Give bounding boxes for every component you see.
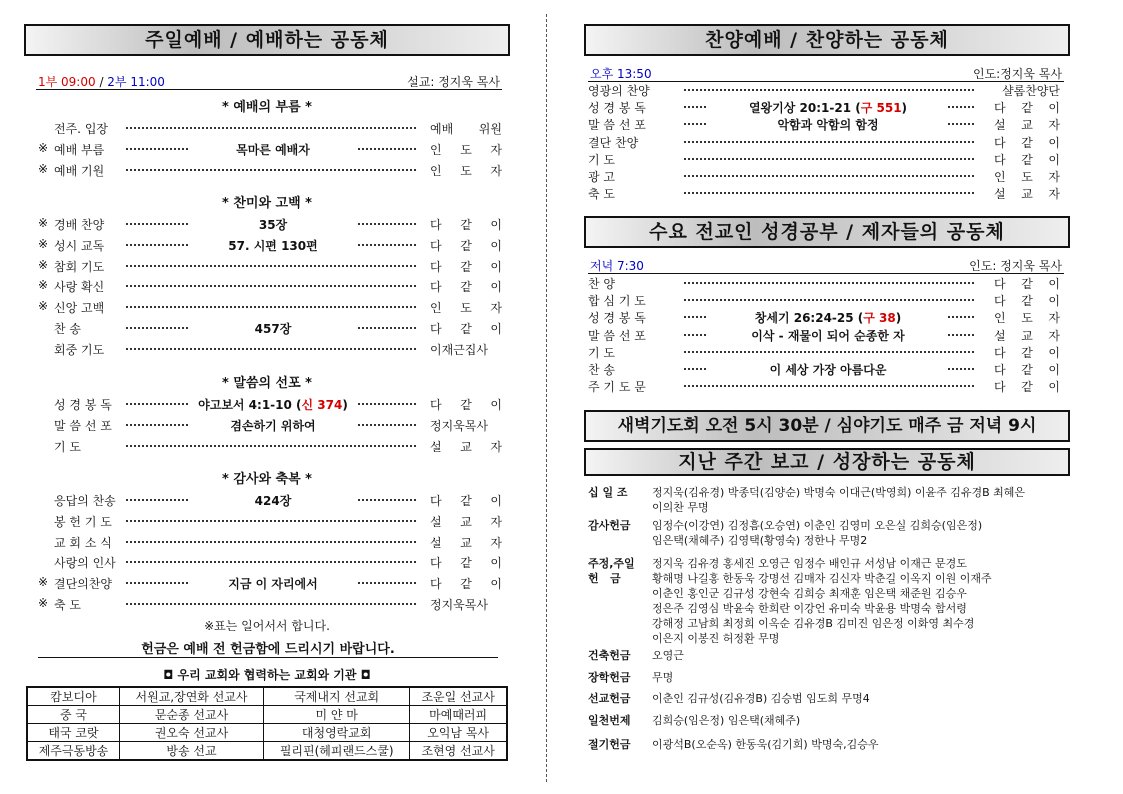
order-content: 457장 [188, 320, 358, 337]
donor-names [652, 648, 1064, 663]
table-row [27, 687, 507, 706]
offering-type: 일천번제 [588, 714, 631, 727]
order-label: 회중 기도 [54, 342, 105, 357]
hymn-page: 구 551 [860, 101, 902, 116]
order-row [38, 140, 502, 160]
table-row [27, 706, 507, 724]
order-leader: 샬롬찬양단 [1002, 84, 1060, 98]
offering-note: 헌금은 예배 전 헌금함에 드리시기 바랍니다. [38, 638, 498, 658]
order-content: 424장 [188, 492, 358, 509]
order-leader: 다 같 이 [994, 277, 1060, 291]
leader-dots [126, 561, 416, 563]
order-content: 창세기 26:24-25 (구 38) [708, 309, 948, 326]
second-service-time: 2부 11:00 [107, 75, 165, 89]
leader-dots [126, 348, 416, 350]
order-row [38, 236, 502, 256]
order-label: 사랑의 인사 [54, 556, 116, 571]
order-row [38, 161, 502, 181]
order-row [588, 309, 1062, 326]
order-label: 기 도 [588, 152, 615, 167]
weekly-report-banner: 지난 주간 보고 / 성장하는 공동체 [584, 448, 1070, 476]
leader-dots [126, 127, 416, 129]
table-cell: 미 얀 마 [264, 706, 410, 724]
leader-dots [684, 299, 974, 301]
table-row [27, 724, 507, 742]
order-row [38, 513, 502, 532]
order-leader: 정지욱목사 [430, 596, 502, 613]
leader-dots [126, 445, 416, 447]
wednesday-study-banner: 수요 전교인 성경공부 / 제자들의 공동체 [584, 216, 1070, 248]
donor-line: 정지욱 김유경 홍세진 오영근 임정수 배인규 서성남 이재근 문경도 [652, 557, 967, 570]
order-leader: 다 같 이 [430, 218, 502, 232]
order-leader: 다 같 이 [430, 494, 502, 508]
donor-line: 이춘인 김규성(김유경B) 김승범 임도희 무명4 [652, 692, 870, 705]
donor-line: 이광석B(오순옥) 한동욱(김기희) 박명숙,김승우 [652, 738, 879, 751]
wednesday-subhead [588, 256, 1064, 274]
table-cell: 국제내지 선교회 [264, 687, 410, 706]
donor-line: 강해정 고남희 최정희 이옥순 김유경B 김미진 임은정 이화영 최수경 [652, 617, 975, 630]
leader-dots [684, 351, 974, 353]
leader-dots [684, 141, 974, 143]
order-row [588, 378, 1062, 395]
donor-line: 이춘인 홍인군 김규성 강현숙 김희승 최재훈 임은택 채준원 김승우 [652, 587, 967, 600]
order-label: 찬 송 [54, 322, 81, 336]
leader-dots [126, 306, 416, 308]
donor-line: 오영근 [652, 649, 684, 662]
donor-line: 황해명 나길홍 한동욱 강명선 김매자 김신자 박춘길 이옥지 이원 이재주 [652, 572, 992, 585]
order-leader: 다 같 이 [430, 398, 502, 412]
page-divider [546, 14, 547, 782]
order-content: 악함과 악함의 함정 [708, 116, 948, 133]
donor-names [652, 737, 1064, 752]
order-leader: 다 같 이 [430, 259, 502, 274]
leader-dots [684, 158, 974, 160]
standing-mark: ※ [38, 257, 49, 272]
table-cell: 대청영락교회 [264, 724, 410, 742]
order-row [38, 554, 502, 573]
leader-dots [126, 520, 416, 522]
section-title: * 감사와 축복 * [222, 472, 312, 487]
leader-dots [126, 285, 416, 287]
standing-mark: ※ [38, 161, 49, 176]
order-leader: 다 같 이 [430, 322, 502, 336]
order-row [38, 575, 502, 594]
order-row [588, 151, 1062, 168]
section-title: * 예배의 부름 * [222, 100, 312, 115]
order-label: 결단의찬양 [54, 577, 112, 592]
order-row [38, 120, 502, 139]
standing-mark: ※ [38, 236, 49, 251]
leader-dots [126, 265, 416, 267]
order-label: 응답의 찬송 [54, 494, 116, 508]
order-leader: 다 같 이 [994, 363, 1060, 377]
donor-names [652, 670, 1064, 685]
order-leader: 다 같 이 [430, 556, 502, 571]
order-label: 기 도 [588, 345, 615, 360]
section-title: * 찬미와 고백 * [222, 196, 312, 211]
first-service-time: 1부 09:00 [38, 75, 96, 89]
offering-type: 절기헌금 [588, 738, 631, 751]
order-label: 봉 헌 기 도 [54, 514, 112, 529]
donor-line: 김희승(임은정) 임은택(채혜주) [652, 714, 801, 727]
order-label: 성 경 봉 독 [54, 398, 112, 412]
order-content: 목마른 예배자 [188, 141, 358, 158]
donor-line: 이은지 이봉진 허정환 무명 [652, 632, 780, 645]
order-row [38, 341, 488, 360]
order-row [588, 116, 1062, 133]
order-row [588, 361, 1062, 378]
order-leader: 인 도 자 [994, 170, 1060, 184]
table-cell: 조운일 선교사 [410, 687, 507, 706]
order-row [588, 275, 1062, 292]
order-leader: 설 교 자 [430, 535, 502, 550]
order-row [38, 396, 502, 415]
praise-worship-banner: 찬양예배 / 찬양하는 공동체 [584, 24, 1070, 56]
leader-dots [126, 541, 416, 543]
table-cell: 조현영 선교사 [410, 742, 507, 761]
order-label: 성시 교독 [54, 238, 105, 253]
order-row [38, 320, 502, 339]
table-cell: 중 국 [27, 706, 119, 724]
donor-names [652, 556, 1064, 646]
table-cell: 캄보디아 [27, 687, 119, 706]
table-cell: 문순종 선교사 [119, 706, 263, 724]
order-label: 축 도 [588, 187, 615, 202]
order-label: 주 기 도 문 [588, 380, 646, 395]
offering-type: 선교헌금 [588, 692, 631, 705]
order-leader: 다 같 이 [994, 294, 1060, 309]
praise-time: 오후 13:50 [590, 67, 652, 81]
order-label: 찬 양 [588, 277, 615, 291]
order-label: 축 도 [54, 598, 81, 612]
service-times: 1부 09:00 / 2부 11:00 설교: 정지욱 목사 [36, 72, 502, 90]
donor-line: 임은택(채혜주) 김영택(황영숙) 정한나 무명2 [652, 534, 868, 547]
order-leader: 이재근집사 [430, 341, 502, 358]
order-content: 이삭 - 재물이 되어 순종한 자 [708, 327, 948, 344]
hymn-page: 구 38 [863, 311, 896, 326]
offering-type: 감사헌금 [588, 519, 631, 532]
order-label: 말 씀 선 포 [588, 118, 646, 133]
order-row [588, 134, 1062, 151]
standing-mark: ※ [38, 216, 49, 230]
order-row [588, 185, 1062, 202]
leader-dots [684, 192, 974, 194]
preacher: 설교: 정지욱 목사 [407, 75, 500, 89]
order-leader: 인 도 자 [994, 311, 1060, 326]
leader-dots [126, 169, 416, 171]
offering-type: 장학헌금 [588, 671, 631, 684]
section-title: * 말씀의 선포 * [222, 376, 312, 391]
order-leader: 다 같 이 [430, 280, 502, 295]
offering-type: 주정,주일 헌 금 [588, 557, 635, 585]
order-row [588, 344, 1062, 361]
order-leader: 인 도 자 [430, 163, 502, 178]
table-cell: 오익남 목사 [410, 724, 507, 742]
order-row [38, 278, 502, 297]
order-row [588, 292, 1062, 309]
order-label: 성 경 봉 독 [588, 101, 646, 116]
donor-line: 이의찬 무명 [652, 501, 709, 514]
order-label: 예배 기원 [54, 163, 105, 178]
table-cell: 필리핀(헤피랜드스쿨) [264, 742, 410, 761]
donor-line: 정은주 김영심 박윤숙 한희란 이강언 유미숙 박윤용 박명숙 함서령 [652, 602, 967, 615]
order-label: 기 도 [54, 439, 81, 454]
order-leader: 설 교 자 [994, 187, 1060, 202]
wednesday-leader: 인도: 정지욱 목사 [969, 259, 1062, 273]
order-row [38, 596, 488, 615]
order-row [588, 99, 1062, 116]
order-leader: 설 교 자 [994, 118, 1060, 133]
order-label: 합 심 기 도 [588, 294, 646, 309]
order-content: 35장 [188, 216, 358, 233]
leader-dots [684, 385, 974, 387]
standing-mark: ※ [38, 299, 49, 314]
donor-names [652, 713, 1064, 728]
order-leader: 다 같 이 [994, 345, 1060, 360]
order-leader: 다 같 이 [994, 380, 1060, 395]
order-row [38, 216, 502, 235]
donor-line: 정지욱(김유경) 박종덕(김양순) 박명숙 이대근(박영희) 이윤주 김유경B 최혜은 [652, 486, 1026, 499]
order-label: 사랑 확신 [54, 280, 105, 295]
standing-mark: ※ [38, 140, 49, 155]
table-cell: 제주극동방송 [27, 742, 119, 761]
donor-names [652, 691, 1064, 706]
order-leader: 다 같 이 [430, 577, 502, 592]
order-label: 성 경 봉 독 [588, 311, 646, 326]
offering-type: 건축헌금 [588, 649, 631, 662]
offering-type: 십 일 조 [588, 486, 628, 499]
partners-title: ◘ 우리 교회와 협력하는 교회와 기관 ◘ [163, 668, 371, 682]
table-cell: 권오숙 선교사 [119, 724, 263, 742]
hymn-page: 신 374 [301, 398, 343, 412]
order-row [38, 492, 502, 511]
order-label: 광 고 [588, 170, 615, 184]
donor-names [652, 518, 1064, 548]
partner-churches-table [26, 686, 508, 761]
order-leader: 다 같 이 [430, 238, 502, 253]
order-leader: 다 같 이 [994, 152, 1060, 167]
table-cell: 서원교,장연화 선교사 [119, 687, 263, 706]
leader-dots [684, 282, 974, 284]
donor-line: 임정수(이강연) 김정흠(오승연) 이춘인 김영미 오은실 김희승(임은정) [652, 519, 983, 532]
order-content: 이 세상 가장 아름다운 [708, 361, 948, 378]
order-label: 참회 기도 [54, 259, 105, 274]
order-label: 신앙 고백 [54, 301, 105, 316]
dawn-prayer-banner: 새벽기도회 오전 5시 30분 / 심야기도 매주 금 저녁 9시 [584, 410, 1070, 442]
donor-line: 무명 [652, 671, 674, 684]
donor-names [652, 485, 1064, 515]
order-label: 교 회 소 식 [54, 535, 112, 550]
order-content: 야고보서 4:1-10 (신 374) [188, 396, 358, 413]
order-content: 57. 시편 130편 [188, 237, 358, 254]
order-row [38, 257, 502, 277]
order-leader: 설 교 자 [994, 328, 1060, 343]
order-label: 예배 부름 [54, 142, 105, 157]
order-label: 찬 송 [588, 363, 615, 377]
order-leader: 예배 위원 [430, 122, 502, 136]
order-label: 결단 찬양 [588, 135, 639, 150]
order-content: 겸손하기 위하여 [188, 417, 358, 434]
standing-note: ※표는 일어서서 합니다. [204, 619, 330, 633]
order-leader: 다 같 이 [994, 101, 1060, 116]
table-row [27, 742, 507, 761]
table-cell: 태국 코랏 [27, 724, 119, 742]
order-leader: 인 도 자 [430, 301, 502, 316]
order-content: 지금 이 자리에서 [188, 575, 358, 592]
order-label: 말 씀 선 포 [588, 328, 646, 343]
order-row [588, 327, 1062, 344]
order-leader: 설 교 자 [430, 514, 502, 529]
standing-mark: ※ [38, 278, 49, 293]
order-row [588, 168, 1062, 185]
order-row [38, 299, 502, 318]
praise-leader: 인도:정지욱 목사 [972, 67, 1062, 81]
order-row [38, 534, 502, 553]
order-row [38, 417, 488, 436]
leader-dots [684, 175, 974, 177]
sunday-worship-banner: 주일예배 / 예배하는 공동체 [24, 24, 510, 56]
standing-mark: ※ [38, 596, 49, 610]
praise-subhead [588, 64, 1064, 82]
order-row [38, 438, 502, 457]
order-label: 말 씀 선 포 [54, 418, 112, 433]
order-label: 영광의 찬양 [588, 84, 650, 98]
order-label: 경배 찬양 [54, 218, 105, 232]
wednesday-time: 저녁 7:30 [590, 259, 644, 273]
table-cell: 마예때러피 [410, 706, 507, 724]
leader-dots [126, 603, 416, 605]
leader-dots [684, 89, 974, 91]
order-label: 전주. 입장 [54, 122, 108, 136]
order-leader: 설 교 자 [430, 439, 502, 454]
order-leader: 다 같 이 [994, 135, 1060, 150]
order-leader: 인 도 자 [430, 142, 502, 157]
table-cell: 방송 선교 [119, 742, 263, 761]
order-content: 열왕기상 20:1-21 (구 551) [708, 99, 948, 116]
standing-mark: ※ [38, 575, 49, 590]
order-row [588, 82, 1062, 99]
order-leader: 정지욱목사 [430, 417, 502, 434]
